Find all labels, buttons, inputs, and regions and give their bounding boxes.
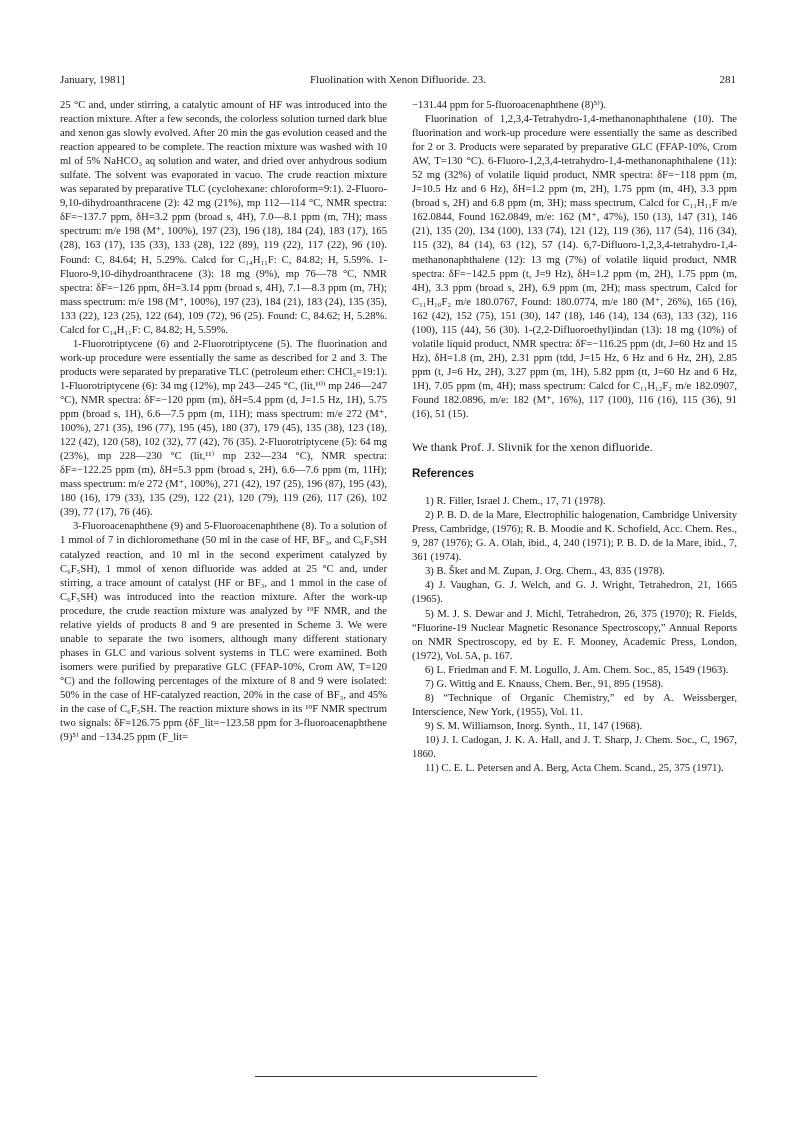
reference-item: 2) P. B. D. de la Mare, Electrophilic halogenation, Cambridge University Press, Cambridge, (1976); R. B. Moodie and K. Schofield, Acc. Chem. Res., 9, 287 (1976); G. A. Olah, ibid., 4, 240 (1971); P. B. D. de la Mare, ibid., 7, 361 (1974). xyxy=(412,510,737,564)
reference-item: 10) J. I. Cadogan, J. K. A. Hall, and J. T. Sharp, J. Chem. Soc., C, 1967, 1860. xyxy=(412,734,737,760)
header-title: Fluolination with Xenon Difluoride. 23. xyxy=(310,74,486,86)
reference-list xyxy=(412,495,737,776)
acknowledgement: We thank Prof. J. Slivnik for the xenon difluoride. xyxy=(412,440,653,455)
reference-item: 3) B. Šket and M. Zupan, J. Org. Chem., 43, 835 (1978). xyxy=(425,566,665,578)
paragraph: 1-Fluorotriptycene (6) and 2-Fluorotriptycene (5). The fluorination and work-up procedure were essentially the same as described for 2 and 3. The products were separated by preparative TLC (petroleum ether: CHCl₃=19:1). 1-Fluorotriptycene (6): 34 mg (12%), mp 243—245 °C, (lit,¹⁰⁾ mp 246—247 °C), NMR spectra: δF=−120 ppm (m), δH=5.4 ppm (d, J=1.5 Hz, 1H), 5.75 ppm (broad s, 1H), 6.6—7.5 ppm (m, 11H); mass spectrum: m/e 272 (M⁺, 100%), 271 (35), 196 (77), 195 (45), 180 (37), 179 (45), 135 (38), 123 (18), 122 (42), 120 (58), 102 (32), 77 (42), 76 (35). 2-Fluorotriptycene (5): 64 mg (23%), mp 228—230 °C (lit,¹¹⁾ mp 232—234 °C), NMR spectra: δF=−122.25 ppm (m), δH=5.3 ppm (broad s, 2H), 6.6—7.6 ppm (m, 11H); mass spectrum: m/e 272 (M⁺, 100%), 271 (42), 197 (25), 196 (87), 195 (43), 180 (16), 179 (33), 135 (29), 122 (21), 120 (79), 119 (26), 117 (26), 102 (39), 77 (17), 76 (46). xyxy=(60,338,387,519)
end-rule xyxy=(255,1076,537,1077)
reference-item: 5) M. J. S. Dewar and J. Michl, Tetrahedron, 26, 375 (1970); R. Fields, “Fluorine-19 Nuclear Magnetic Resonance Spectroscopy,” Annual Reports on NMR Spectroscopy, ed by E. F. Mooney, Academic Press, London, (1972), Vol. 5A, p. 167. xyxy=(412,608,737,662)
reference-item: 4) J. Vaughan, G. J. Welch, and G. J. Wright, Tetrahedron, 21, 1665 (1965). xyxy=(412,580,737,606)
right-column xyxy=(412,99,737,776)
reference-item: 8) “Technique of Organic Chemistry,” ed by A. Weissberger, Interscience, New York, (1955), Vol. 11. xyxy=(412,692,737,718)
left-column xyxy=(60,99,387,745)
paragraph: 3-Fluoroacenaphthene (9) and 5-Fluoroacenaphthene (8). To a solution of 1 mmol of 7 in dichloromethane (50 ml in the case of HF, BF₃, and C₆F₅SH catalyzed reaction, and 10 ml in the second experiment catalyzed by C₆F₅SH), 1 mmol of xenon difluoride was added at 25 °C and, under stirring, a trace amount of catalyst (HF or BF₃, and 1 mmol in the case of C₆F₅SH) was introduced into the reaction mixture. After the work-up procedure, the crude reaction mixture was analyzed by ¹⁹F NMR, and the relative yields of products 8 and 9 are presented in Scheme 3. We were unable to separate the two isomers, although many different stationary phases in GLC and various solvent systems in TLC were examined. Both isomers were purified by preparative GLC (FFAP-10%, Crom AW, T=120 °C) and the following percentages of the mixture of 8 and 9 were isolated: 50% in the case of HF-catalyzed reaction, 20% in the case of BF₃, and 45% in the case of C₆F₅SH. The reaction mixture shows in its ¹⁹F NMR spectrum two signals: δF=126.75 ppm (δF_lit=−123.58 ppm for 3-fluoroacenaphthene (9)⁵⁾ and −134.25 ppm (F_lit= xyxy=(60,521,387,744)
header-date: January, 1981] xyxy=(60,74,125,86)
reference-item: 11) C. E. L. Petersen and A. Berg, Acta Chem. Scand., 25, 375 (1971). xyxy=(425,763,724,775)
references-heading: References xyxy=(412,468,475,481)
paragraph: 25 °C and, under stirring, a catalytic amount of HF was introduced into the reaction mixture. After a few seconds, the colorless solution turned dark blue and xenon gas slowly evolved. After 20 min the gas evolution ceased and the reaction appeared to be complete. The reaction mixture was washed with 10 ml of 5% NaHCO₃ aq solution and water, and dried over anhydrous sodium sulfate. The solvent was evaporated in vacuo. The crude reaction mixture was separated by preparative TLC (cyclohexane: chloroform=9:1). 2-Fluoro-9,10-dihydroanthracene (2): 42 mg (21%), mp 112—114 °C, NMR spectra: δF=−137.7 ppm, δH=3.2 ppm (broad s, 4H), 7.0—8.1 ppm (m, 7H); mass spectrum: m/e 198 (M⁺, 100%), 197 (23), 196 (18), 184 (24), 183 (17), 165 (28), 163 (17), 135 (33), 133 (28), 122 (89), 119 (22), 117 (22), 96 (10). Found: C, 84.64; H, 5.29%. Calcd for C₁₄H₁₁F: C, 84.82; H, 5.59%. 1-Fluoro-9,10-dihydroanthracene (3): 18 mg (9%), mp 76—78 °C, NMR spectra: δF=−126 ppm, δH=3.14 ppm (broad s, 4H), 7.1—8.3 ppm (m, 7H); mass spectrum: m/e 198 (M⁺, 100%), 197 (23), 184 (21), 183 (24), 135 (35), 133 (22), 123 (25), 122 (64), 109 (72), 96 (25). Found: C, 84.62; H, 5.28%. Calcd for C₁₄H₁₁F: C, 84.82; H, 5.59%. xyxy=(60,100,387,336)
reference-item: 1) R. Filler, Israel J. Chem., 17, 71 (1978). xyxy=(425,496,606,508)
paragraph: Fluorination of 1,2,3,4-Tetrahydro-1,4-methanonaphthalene (10). The fluorination and work-up procedure were essentially the same as described for 2 or 3. Products were separated by preparative GLC (FFAP-10%, Crom AW, T=130 °C). 6-Fluoro-1,2,3,4-tetrahydro-1,4-methanonaphthalene (11): 52 mg (32%) of volatile liquid product, NMR spectra: δF=−118 ppm (m, J=10.5 Hz and 6 Hz), δH=1.2 ppm (m, 2H), 1.75 ppm (m, 4H), 3.3 ppm (broad s, 2H) and 6.8 ppm (m, 3H); mass spectrum, Calcd for C₁₁H₁₁F m/e 162.0844, Found 162.0849, m/e: 162 (M⁺, 47%), 150 (13), 147 (31), 146 (21), 135 (20), 134 (100), 133 (74), 121 (12), 119 (36), 117 (54), 116 (34), 115 (32), 84 (14), 63 (12), 57 (14). 6,7-Difluoro-1,2,3,4-tetrahydro-1,4-methanonaphthalene (12): 13 mg (7%) of volatile liquid product, NMR spectra: δF=−142.5 ppm (t, J=9 Hz), δH=1.2 ppm (m, 2H), 1.75 ppm (m, 4H), 3.3 ppm (broad s, 2H), 6.9 ppm (m, 2H); mass spectrum, Calcd for C₁₁H₁₀F₂ m/e 180.0767, Found: 180.0774, m/e 180 (M⁺, 26%), 165 (16), 162 (42), 152 (75), 151 (30), 147 (18), 146 (14), 134 (63), 133 (32), 116 (100), 115 (44), 56 (30). 1-(2,2-Difluoroethyl)indan (13): 18 mg (10%) of volatile liquid product, NMR spectra: δF=−116.25 ppm (dt, J=60 Hz and 15 Hz), δH=1.8 (m, 2H), 2.31 ppm (tdd, J=15 Hz, 6 Hz and 6 Hz, 2H), 2.85 ppm (t, J=6 Hz, 2H), 3.27 ppm (m, 1H), 5.82 ppm (tt, J=60 Hz and 6 Hz, 1H), 7.05 ppm (m, 4H); mass spectrum: Calcd for C₁₁H₁₂F₂ m/e 182.0907, Found 182.0896, m/e: 182 (M⁺, 16%), 117 (100), 116 (16), 115 (36), 91 (16), 51 (15). xyxy=(412,114,737,421)
running-header xyxy=(60,74,736,88)
reference-item: 7) G. Wittig and E. Knauss, Chem. Ber., 91, 895 (1958). xyxy=(425,678,664,690)
page-number: 281 xyxy=(719,74,736,86)
reference-item: 9) S. M. Williamson, Inorg. Synth., 11, 147 (1968). xyxy=(425,720,643,732)
paragraph: −131.44 ppm for 5-fluoroacenaphthene (8)⁵⁾). xyxy=(412,100,607,111)
reference-item: 6) L. Friedman and F. M. Logullo, J. Am. Chem. Soc., 85, 1549 (1963). xyxy=(425,664,729,676)
